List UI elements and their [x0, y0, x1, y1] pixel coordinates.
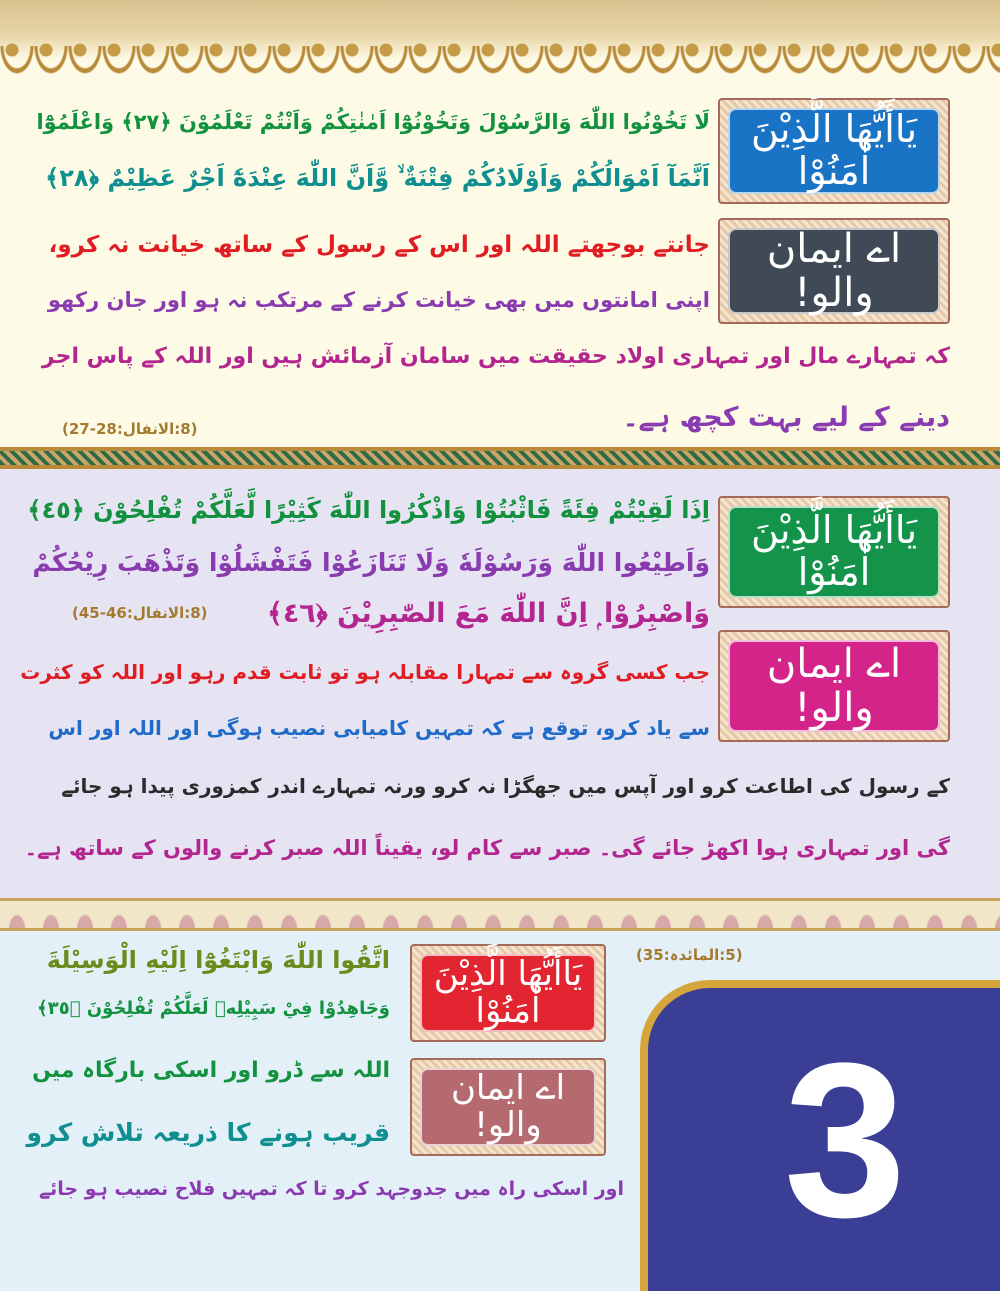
top-arch-ornament: [0, 46, 1000, 74]
urdu-translation-line: گی اور تمہاری ہوا اکھڑ جائے گی۔ صبر سے کام لو، یقیناً اللہ صبر کرنے والوں کے ساتھ ہے۔: [24, 836, 950, 860]
arabic-verse-line: لَا تَخُوْنُوا اللّٰهَ وَالرَّسُوْلَ وَتَخُوْنُوْٓا اَمٰنٰتِكُمْ وَاَنْتُمْ تَعْلَمُوْنَ ﴿٢٧﴾ وَاعْلَمُوْٓا: [36, 110, 710, 134]
badge-frame: [718, 630, 950, 742]
arabic-verse-line: اَنَّمَآ اَمْوَالُكُمْ وَاَوْلَادُكُمْ فِتْنَةٌ ۙ وَّاَنَّ اللّٰهَ عِنْدَهٗٓ اَجْرٌ عَظِيْمٌ ﴿٢٨﴾: [45, 164, 710, 192]
urdu-translation-line: کے رسول کی اطاعت کرو اور آپس میں جھگڑا نہ کرو ورنہ تمہارے اندر کمزوری پیدا ہو جائے: [61, 774, 950, 798]
badge-frame: [718, 218, 950, 324]
arabic-verse-line: اتَّقُوا اللّٰهَ وَابْتَغُوْٓا اِلَيْهِ الْوَسِيْلَةَ: [46, 946, 390, 974]
urdu-translation-line: اور اسکی راہ میں جدوجہد کرو تا کہ تمہیں فلاح نصیب ہو جائے: [38, 1178, 624, 1200]
urdu-translation-line: قریب ہونے کا ذریعہ تلاش کرو: [26, 1118, 390, 1147]
verse-reference: (8:الانفال:28-27): [62, 420, 198, 438]
badge-frame: [718, 496, 950, 608]
urdu-translation-line: اپنی امانتوں میں بھی خیانت کرنے کے مرتکب نہ ہو اور جان رکھو: [47, 288, 710, 312]
divider-line: [0, 928, 1000, 931]
badge-frame: [410, 1058, 606, 1156]
urdu-translation-line: کہ تمہارے مال اور تمہاری اولاد حقیقت میں سامان آزمائش ہیں اور اللہ کے پاس اجر: [41, 344, 950, 369]
badge-urdu-heading: اے ایمان والو!: [728, 640, 940, 732]
urdu-translation-line: اللہ سے ڈرو اور اسکی بارگاہ میں: [32, 1058, 390, 1083]
urdu-translation-line: جب کسی گروہ سے تمہارا مقابلہ ہو تو ثابت قدم رہو اور اللہ کو کثرت: [20, 660, 710, 684]
section-divider-band: [0, 451, 1000, 465]
badge-frame: [410, 944, 606, 1042]
page-number: 3: [783, 1017, 907, 1263]
arabic-verse-line: اِذَا لَقِيْتُمْ فِئَةً فَاثْبُتُوْا وَاذْكُرُوا اللّٰهَ كَثِيْرًا لَّعَلَّكُمْ تُفْلِحُوْنَ ﴿٤٥﴾: [27, 496, 710, 524]
urdu-translation-line: سے یاد کرو، توقع ہے کہ تمہیں کامیابی نصیب ہوگی اور اللہ اور اس: [48, 716, 710, 740]
arabic-verse-line: وَاصْبِرُوْا ۭ اِنَّ اللّٰهَ مَعَ الصّٰبِرِيْنَ ﴿٤٦﴾: [267, 598, 710, 629]
badge-arabic-heading: يَاأَيُّهَا الَّذِيْنَ اٰمَنُوْا: [728, 506, 940, 598]
badge-frame: [718, 98, 950, 204]
verse-reference: (5:المائدہ:35): [636, 946, 743, 964]
badge-urdu-heading: اے ایمان والو!: [420, 1068, 596, 1146]
middle-ornamental-border: [0, 898, 1000, 932]
badge-arabic-heading: يَاأَيُّهَا الَّذِيْنَ اٰمَنُوْا: [420, 954, 596, 1032]
verse-reference: (8:الانفال:46-45): [72, 604, 208, 622]
badge-arabic-heading: يَاأَيُّهَا الَّذِيْنَ اٰمَنُوْا: [728, 108, 940, 194]
urdu-translation-line: دینے کے لیے بہت کچھ ہے۔: [622, 402, 950, 433]
urdu-translation-line: جانتے بوجھتے اللہ اور اس کے رسول کے ساتھ خیانت نہ کرو،: [48, 232, 710, 258]
badge-urdu-heading: اے ایمان والو!: [728, 228, 940, 314]
arabic-verse-line: وَجَاهِدُوْا فِيْ سَبِيْلِهٖ لَعَلَّكُمْ تُفْلِحُوْنَ ﴿٣٥﴾: [37, 998, 390, 1019]
arabic-verse-line: وَاَطِيْعُوا اللّٰهَ وَرَسُوْلَهٗ وَلَا تَنَازَعُوْا فَتَفْشَلُوْا وَتَذْهَبَ رِيْحُكُمْ: [32, 548, 710, 577]
